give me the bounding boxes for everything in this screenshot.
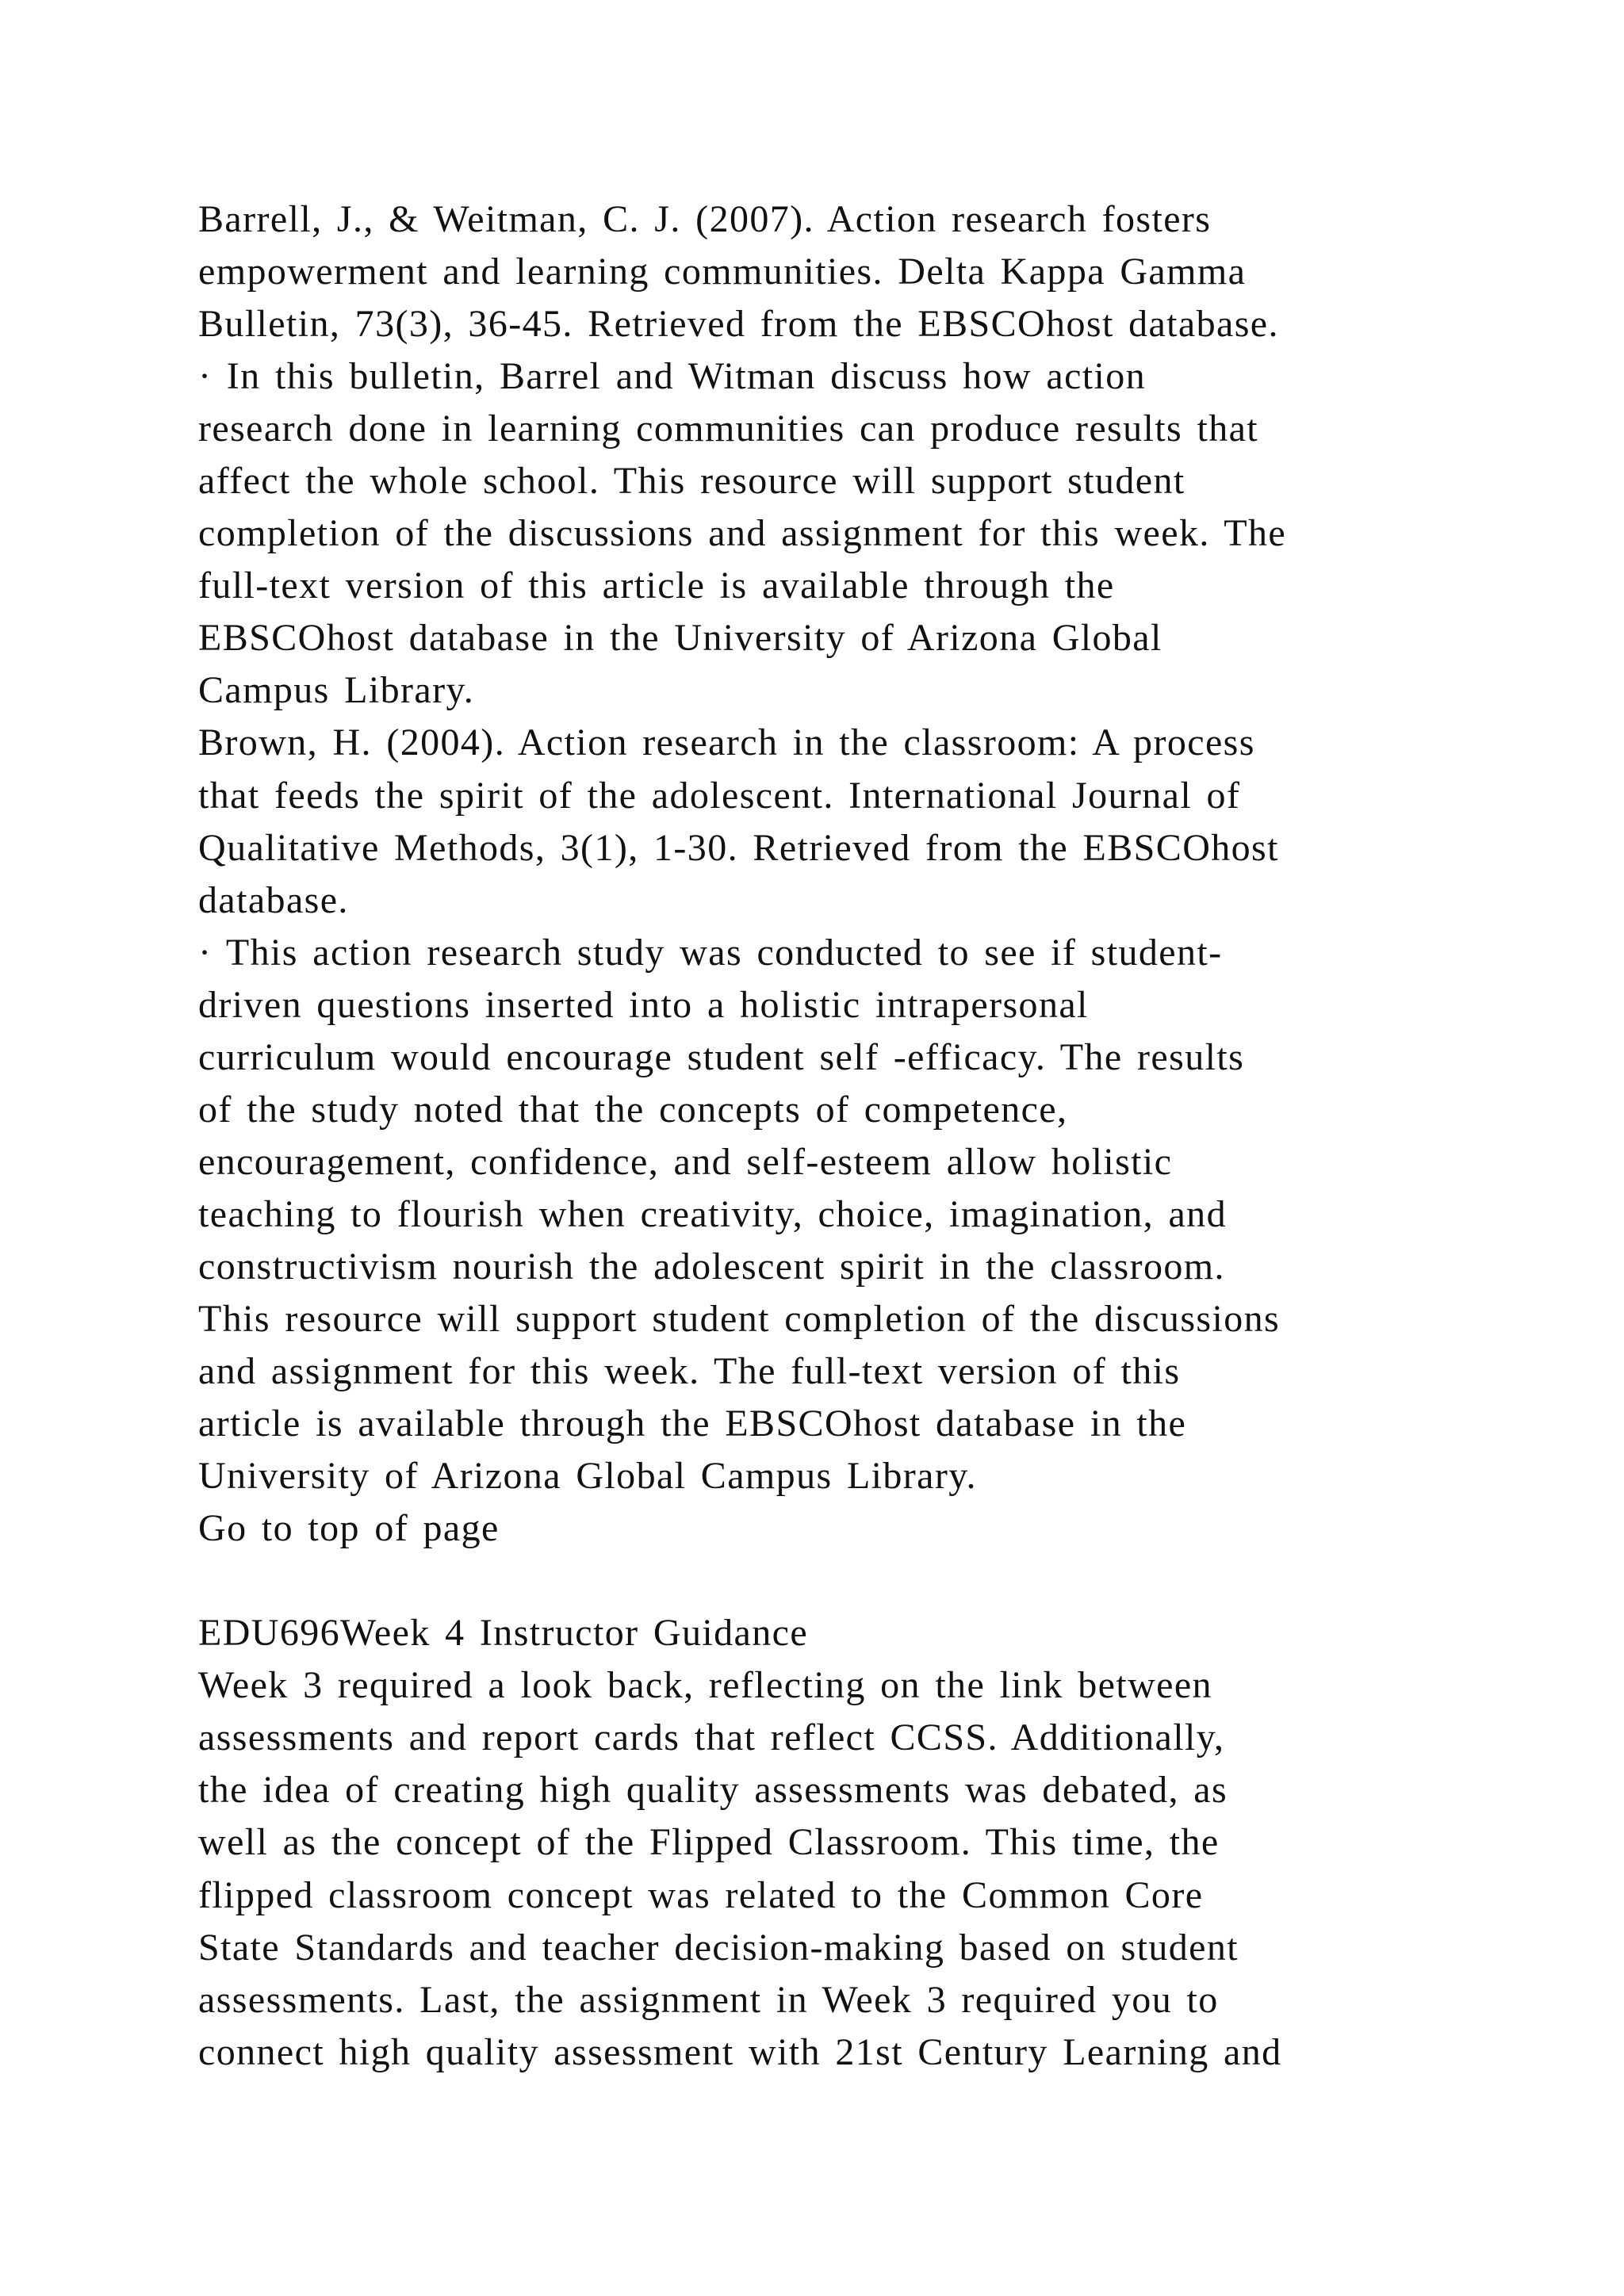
text-line: Brown, H. (2004). Action research in the classroom: A process [198,721,1255,764]
go-to-top-link[interactable] [198,1502,1483,1555]
text-line: well as the concept of the Flipped Classroom. This time, the [198,1821,1220,1864]
text-line: that feeds the spirit of the adolescent. International Journal of [198,774,1241,817]
reference-barrell-citation [198,193,1483,350]
text-line: Campus Library. [198,669,475,712]
paragraph-spacer [198,1555,1483,1607]
text-line: the idea of creating high quality assessments was debated, as [198,1769,1228,1812]
text-line: article is available through the EBSCOhost database in the [198,1402,1187,1445]
text-line: empowerment and learning communities. Delta Kappa Gamma [198,251,1247,293]
reference-barrell-annotation [198,350,1483,717]
reference-brown-annotation [198,927,1483,1503]
text-line: affect the whole school. This resource will support student [198,460,1185,503]
reference-brown-citation [198,717,1483,926]
document-text [198,193,1483,2079]
text-line: research done in learning communities can produce results that [198,408,1259,450]
text-line: EBSCOhost database in the University of Arizona Global [198,617,1162,660]
text-line: and assignment for this week. The full-text version of this [198,1350,1181,1393]
text-line: This resource will support student completion of the discussions [198,1297,1281,1340]
text-line: assessments. Last, the assignment in Week 3 required you to [198,1978,1219,2021]
text-line: assessments and report cards that reflect CCSS. Additionally, [198,1716,1225,1759]
text-line: Week 3 required a look back, reflecting on the link between [198,1664,1212,1707]
text-line: State Standards and teacher decision-making based on student [198,1926,1239,1969]
instructor-guidance-body [198,1659,1483,2078]
text-line: driven questions inserted into a holistic intrapersonal [198,983,1089,1026]
text-line: · In this bulletin, Barrel and Witman discuss how action [198,355,1147,398]
text-line: constructivism nourish the adolescent spirit in the classroom. [198,1245,1225,1288]
heading-text: EDU696Week 4 Instructor Guidance [198,1612,809,1655]
text-line: of the study noted that the concepts of competence, [198,1088,1068,1131]
text-line: Bulletin, 73(3), 36-45. Retrieved from the EBSCOhost database. [198,303,1279,346]
text-line: Qualitative Methods, 3(1), 1-30. Retrieved from the EBSCOhost [198,826,1279,869]
text-line: teaching to flourish when creativity, choice, imagination, and [198,1192,1227,1235]
text-line: · This action research study was conducted to see if student- [198,931,1223,974]
text-line: connect high quality assessment with 21st Century Learning and [198,2030,1282,2073]
text-line: curriculum would encourage student self -efficacy. The results [198,1035,1245,1078]
text-line: database. [198,878,349,921]
text-line: flipped classroom concept was related to the Common Core [198,1873,1204,1916]
text-line: full-text version of this article is available through the [198,564,1115,607]
text-line: completion of the discussions and assignment for this week. The [198,512,1287,555]
text-line: University of Arizona Global Campus Library. [198,1455,977,1498]
text-line: Barrell, J., & Weitman, C. J. (2007). Action research fosters [198,198,1212,240]
go-to-top-text[interactable]: Go to top of page [198,1507,500,1550]
text-line: encouragement, confidence, and self-esteem allow holistic [198,1140,1173,1183]
instructor-guidance-heading [198,1607,1483,1659]
